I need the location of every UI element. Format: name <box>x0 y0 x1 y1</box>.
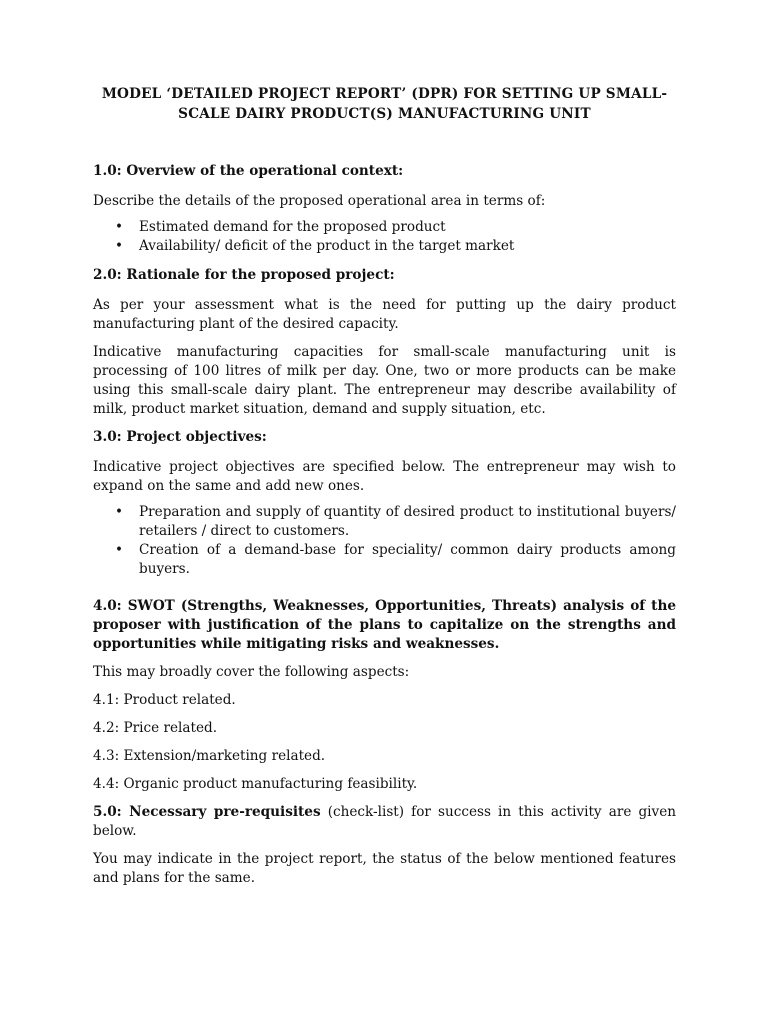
bullet-item: • Availability/ deficit of the product in the target market <box>115 237 676 256</box>
section-4-item: 4.2: Price related. <box>93 720 218 736</box>
section-1-bullets <box>93 218 676 256</box>
section-1-heading: 1.0: Overview of the operational context: <box>93 163 404 179</box>
section-4-intro: This may broadly cover the following aspects: <box>93 664 410 680</box>
bullet-item: • Preparation and supply of quantity of desired product to institutional buyers/ retailers / direct to customers. <box>115 503 676 541</box>
section-4-item: 4.3: Extension/marketing related. <box>93 748 326 764</box>
bullet-item: • Estimated demand for the proposed product <box>115 218 676 237</box>
section-1-intro: Describe the details of the proposed operational area in terms of: <box>93 193 546 209</box>
section-2-heading: 2.0: Rationale for the proposed project: <box>93 267 395 283</box>
section-4-item: 4.4: Organic product manufacturing feasibility. <box>93 776 418 792</box>
section-2-paragraph-1: As per your assessment what is the need for putting up the dairy product manufacturing plant of the desired capacity. <box>93 297 676 332</box>
section-2-paragraph-2: Indicative manufacturing capacities for small-scale manufacturing unit is processing of 100 litres of milk per day. One, two or more products can be make using this small-scale dairy plant. The entrepreneur may describe availability of milk, product market situation, demand and supply situation, etc. <box>93 344 676 417</box>
section-3-heading: 3.0: Project objectives: <box>93 429 267 445</box>
section-4-item: 4.1: Product related. <box>93 692 236 708</box>
section-5-heading-rest: (check-list) for success in this activity are given below. <box>93 804 676 839</box>
bullet-item: • Creation of a demand-base for speciality/ common dairy products among buyers. <box>115 541 676 579</box>
section-5-paragraph: You may indicate in the project report, the status of the below mentioned features and plans for the same. <box>93 851 676 886</box>
section-3-intro: Indicative project objectives are specified below. The entrepreneur may wish to expand on the same and add new ones. <box>93 459 676 494</box>
document-title: MODEL ‘DETAILED PROJECT REPORT’ (DPR) FOR SETTING UP SMALL-SCALE DAIRY PRODUCT(S) MANUFACTURING UNIT <box>101 86 668 122</box>
section-3-bullets <box>93 503 676 579</box>
section-4-heading: 4.0: SWOT (Strengths, Weaknesses, Opportunities, Threats) analysis of the proposer with justification of the plans to capitalize on the strengths and opportunities while mitigating risks and weaknesses. <box>93 598 676 652</box>
section-5-heading <box>93 803 676 841</box>
section-5-heading-bold: 5.0: Necessary pre-requisites <box>93 804 321 820</box>
